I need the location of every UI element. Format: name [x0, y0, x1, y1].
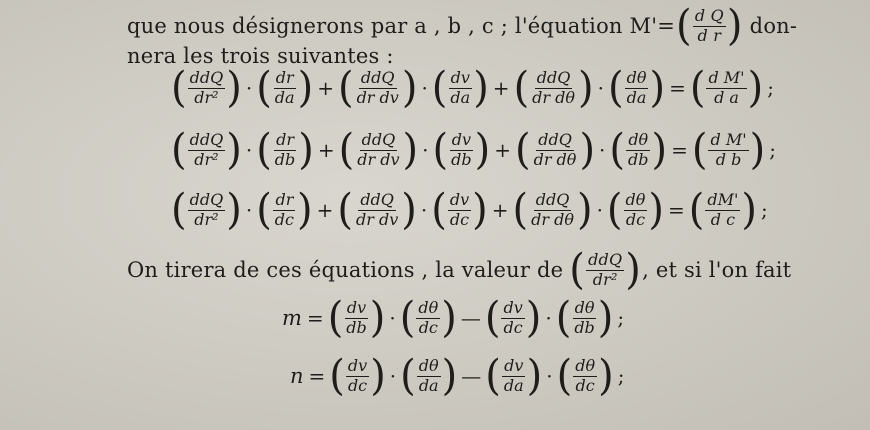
fraction-dQ-dr: ( $\frac{\text{d Q}}{\text{d r}}$ ): [676, 1, 743, 51]
equation-fraction: ( $\frac{d\theta}{db}$ ): [609, 125, 668, 175]
equation-fraction: ( $\frac{dr}{dc}$ ): [256, 185, 313, 235]
equation-fraction: ( $\frac{d\theta}{dc}$ ): [606, 185, 665, 235]
definition-fraction: ( $\frac{d\theta}{dc}$ ): [556, 351, 614, 401]
equation-fraction: ( $\frac{\text{ddQ}}{\text{dr dθ}}$ ): [514, 125, 596, 175]
definition-fraction: ( $\frac{dv}{dc}$ ): [329, 351, 386, 401]
multiply-dot: ·: [389, 306, 396, 330]
minus-sign: —: [461, 364, 482, 388]
multiply-dot: ·: [596, 198, 603, 222]
equals-sign: =: [671, 138, 688, 162]
equation-fraction: ( $\frac{\text{ddQ}}{\text{dr²}}$ ): [171, 185, 242, 235]
plus-sign: +: [491, 198, 509, 222]
definition-symbol: n: [290, 364, 304, 388]
multiply-dot: ·: [597, 76, 604, 100]
plus-sign: +: [494, 138, 511, 162]
equals-sign: =: [306, 306, 324, 330]
equation-rhs-fraction: ( $\frac{dM'}{\text{d c}}$ ): [688, 185, 758, 235]
multiply-dot: ·: [245, 198, 253, 222]
multiply-dot: ·: [245, 138, 253, 162]
definition-fraction: ( $\frac{dv}{dc}$ ): [484, 293, 542, 343]
minus-sign: —: [460, 306, 481, 330]
multiply-dot: ·: [245, 76, 253, 100]
equation-line: [170, 63, 777, 113]
tirera-before: On tirera de ces équations , la valeur de: [127, 258, 564, 282]
plus-sign: +: [316, 198, 334, 222]
equation-rhs-fraction: ( $\frac{\text{d M'}}{\text{d b}}$ ): [691, 125, 766, 175]
equals-sign: =: [669, 76, 686, 100]
definition-fraction: ( $\frac{dv}{db}$ ): [327, 293, 386, 343]
equation-fraction: ( $\frac{\text{ddQ}}{\text{dr dv}}$ ): [337, 185, 417, 235]
equation-fraction: ( $\frac{\text{ddQ}}{\text{dr dθ}}$ ): [513, 63, 594, 113]
semicolon: ;: [767, 76, 774, 100]
equation-fraction: ( $\frac{\text{ddQ}}{\text{dr dv}}$ ): [338, 125, 419, 175]
equation-fraction: ( $\frac{dr}{db}$ ): [256, 125, 314, 175]
definition-line: [282, 293, 627, 343]
semicolon: ;: [769, 138, 776, 162]
text-line-2: nera les trois suivantes :: [127, 44, 394, 68]
multiply-dot: ·: [421, 76, 428, 100]
equation-fraction: ( $\frac{\text{ddQ}}{\text{dr dv}}$ ): [337, 63, 418, 113]
line1-after: don-: [749, 14, 798, 38]
equation-fraction: ( $\frac{\text{ddQ}}{\text{dr²}}$ ): [171, 125, 242, 175]
equation-fraction: ( $\frac{dv}{db}$ ): [432, 125, 491, 175]
definition-symbol: m: [282, 306, 302, 330]
multiply-dot: ·: [420, 198, 428, 222]
equation-line: [170, 185, 771, 235]
text-line-1: [127, 1, 798, 51]
definition-fraction: ( $\frac{d\theta}{dc}$ ): [399, 293, 457, 343]
equation-rhs-fraction: ( $\frac{\text{d M'}}{\text{d a}}$ ): [689, 63, 764, 113]
multiply-dot: ·: [599, 138, 606, 162]
multiply-dot: ·: [546, 364, 553, 388]
plus-sign: +: [492, 76, 510, 100]
definition-line: [290, 351, 627, 401]
multiply-dot: ·: [389, 364, 397, 388]
text-line-tirera: [127, 245, 792, 295]
fraction-ddQ-dr2: ( $\frac{\text{ddQ}}{\text{dr²}}$ ): [569, 245, 642, 295]
equation-line: [170, 125, 779, 175]
definition-fraction: ( $\frac{dv}{da}$ ): [485, 351, 543, 401]
equals-sign: =: [668, 198, 685, 222]
equation-fraction: ( $\frac{dv}{dc}$ ): [431, 185, 488, 235]
plus-sign: +: [317, 138, 335, 162]
line1-text: que nous désignerons par a , b , c ; l'équation M'=: [127, 14, 675, 38]
plus-sign: +: [317, 76, 334, 100]
multiply-dot: ·: [545, 306, 552, 330]
semicolon: ;: [617, 306, 625, 330]
definition-fraction: ( $\frac{d\theta}{da}$ ): [400, 351, 458, 401]
equation-fraction: ( $\frac{\text{ddQ}}{\text{dr²}}$ ): [171, 63, 242, 113]
semicolon: ;: [617, 364, 625, 388]
definition-fraction: ( $\frac{d\theta}{db}$ ): [555, 293, 614, 343]
equals-sign: =: [308, 364, 326, 388]
tirera-after: , et si l'on fait: [642, 258, 792, 282]
equation-fraction: ( $\frac{\text{ddQ}}{\text{dr dθ}}$ ): [512, 185, 593, 235]
equation-fraction: ( $\frac{d\theta}{da}$ ): [608, 63, 666, 113]
semicolon: ;: [761, 198, 768, 222]
equation-fraction: ( $\frac{dr}{da}$ ): [256, 63, 314, 113]
multiply-dot: ·: [422, 138, 429, 162]
equation-fraction: ( $\frac{dv}{da}$ ): [431, 63, 489, 113]
